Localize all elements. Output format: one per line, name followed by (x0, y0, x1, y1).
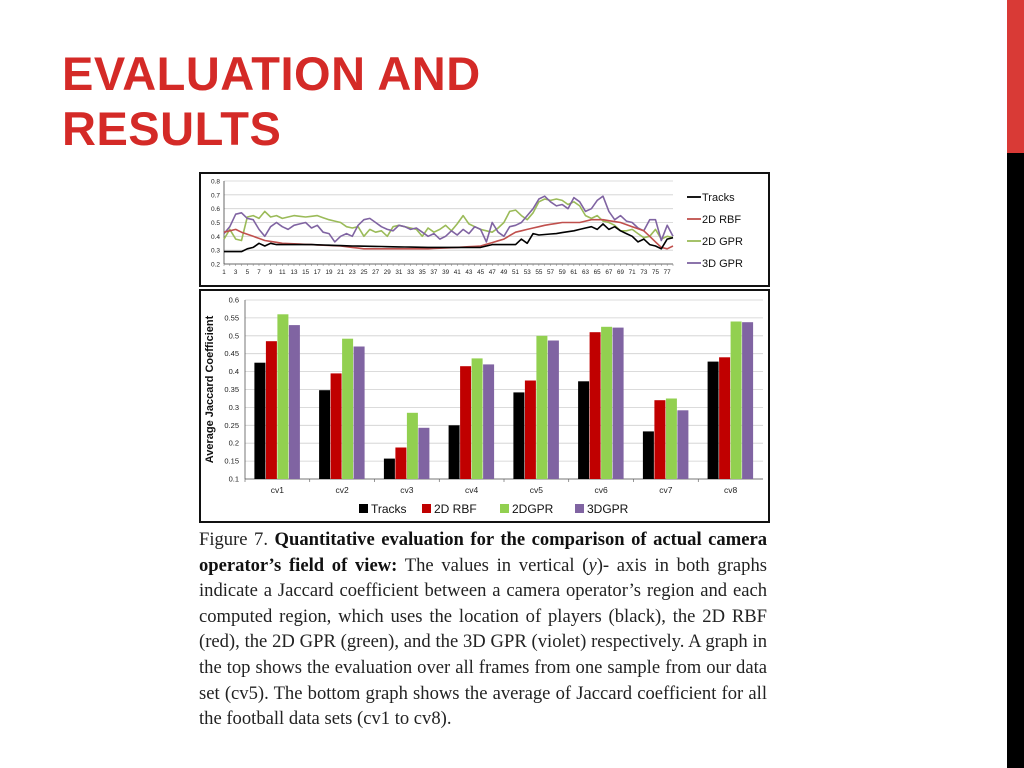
caption-text-after-y: )- axis in both graphs indicate a Jaccard coefficient between a camera operator’s region and each computed region, which uses the location of players (black), the 2D RBF (red), the 2D GPR (green), and the 3D GPR (violet) respectively. A graph in the top shows the evaluation over all frames from one sample from our data set (cv5). The bottom graph shows the average of Jaccard coefficient for all the football data sets (cv1 to cv8). (199, 554, 767, 730)
bar-chart-category-label: cv5 (529, 485, 543, 495)
bar-chart-category-label: cv3 (400, 485, 414, 495)
bar-cv5-tracks (513, 392, 524, 479)
bar-cv6-2d-rbf (590, 332, 601, 479)
bar-chart-category-label: cv7 (659, 485, 673, 495)
bar-cv2-2dgpr (342, 339, 353, 479)
bar-cv7-tracks (643, 431, 654, 479)
bar-cv7-2dgpr (666, 399, 677, 480)
caption-bold-title: Quantitative evaluation for the comparison of actual camera operator’s field of view: (199, 529, 767, 576)
bar-chart-y-tick: 0.6 (228, 295, 239, 305)
line-chart-x-tick-label: 43 (465, 269, 473, 276)
bar-cv8-2dgpr (731, 322, 742, 480)
line-chart-x-tick-label: 5 (245, 269, 250, 276)
line-chart-x-tick-label: 19 (325, 269, 333, 276)
line-chart-x-tick-label: 71 (628, 269, 636, 276)
bar-legend-swatch-0 (359, 504, 368, 513)
line-chart-x-tick-label: 15 (302, 269, 310, 276)
line-chart-y-tick: 0.7 (210, 192, 220, 200)
bar-legend-swatch-1 (422, 504, 431, 513)
line-chart-x-tick-label: 41 (453, 269, 461, 276)
line-chart-x-tick-label: 51 (512, 269, 520, 276)
bar-chart-y-tick: 0.35 (224, 385, 239, 394)
bar-chart-category-label: cv6 (594, 485, 608, 495)
bar-cv1-3dgpr (289, 325, 300, 479)
slide-title (62, 46, 481, 156)
bar-cv5-2dgpr (536, 336, 547, 479)
line-chart-y-tick: 0.6 (210, 206, 220, 214)
line-chart-x-tick-label: 13 (290, 269, 298, 276)
bar-cv3-2d-rbf (395, 448, 406, 480)
line-chart-x-tick-label: 63 (582, 269, 590, 276)
bar-cv7-3dgpr (677, 410, 688, 479)
line-chart-y-tick: 0.4 (210, 233, 220, 241)
line-legend-label-1: 2D RBF (702, 214, 742, 226)
line-chart-x-tick-label: 53 (523, 269, 531, 276)
line-chart-x-tick-label: 59 (558, 269, 566, 276)
bar-cv3-3dgpr (418, 428, 429, 479)
line-chart-x-tick-label: 9 (268, 269, 273, 276)
bar-chart-category-label: cv8 (724, 485, 738, 495)
bar-cv2-3dgpr (354, 347, 365, 480)
line-series-3d-gpr (224, 196, 673, 242)
line-chart-x-tick-label: 65 (593, 269, 601, 276)
bar-chart-y-tick: 0.5 (228, 331, 239, 341)
bar-cv6-2dgpr (601, 327, 612, 479)
bar-chart-y-tick: 0.25 (224, 420, 239, 430)
bar-chart-y-tick: 0.3 (228, 402, 239, 412)
bar-cv6-tracks (578, 381, 589, 479)
line-chart (201, 174, 768, 285)
bar-cv8-3dgpr (742, 322, 753, 479)
bar-cv6-3dgpr (613, 328, 624, 479)
line-chart-y-tick: 0.5 (210, 220, 220, 227)
line-chart-x-tick-label: 47 (488, 269, 496, 276)
line-chart-x-tick-label: 37 (430, 269, 438, 276)
bar-legend-label-0: Tracks (371, 502, 407, 516)
line-chart-y-tick: 0.2 (210, 261, 220, 269)
bar-cv3-tracks (384, 459, 395, 479)
bar-cv2-tracks (319, 390, 330, 479)
bar-cv8-2d-rbf (719, 357, 730, 479)
bar-chart-y-tick: 0.45 (224, 349, 239, 359)
line-legend-label-2: 2D GPR (702, 236, 743, 248)
bar-chart-y-tick: 0.55 (224, 313, 239, 323)
bar-chart (201, 291, 768, 521)
line-chart-x-tick-label: 67 (605, 269, 613, 276)
line-chart-x-tick-label: 69 (617, 269, 625, 276)
line-chart-x-tick-label: 77 (663, 269, 671, 276)
bar-cv2-2d-rbf (331, 373, 342, 479)
line-chart-x-tick-label: 3 (233, 269, 238, 276)
line-chart-x-tick-label: 21 (337, 269, 345, 276)
line-chart-x-tick-label: 33 (407, 269, 415, 276)
bar-cv5-2d-rbf (525, 381, 536, 480)
bar-chart-category-label: cv4 (465, 485, 479, 495)
bar-legend-label-3: 3DGPR (587, 502, 629, 516)
bar-chart-panel (199, 289, 770, 523)
line-chart-x-tick-label: 29 (383, 269, 391, 276)
line-chart-x-tick-label: 23 (348, 269, 356, 276)
line-chart-x-tick-label: 49 (500, 269, 508, 276)
slide-title-line-1: EVALUATION AND (62, 47, 481, 100)
caption-y-symbol: y (588, 554, 597, 576)
bar-chart-y-tick: 0.2 (228, 438, 239, 448)
bar-cv7-2d-rbf (654, 400, 665, 479)
bar-chart-y-tick: 0.4 (228, 367, 239, 377)
bar-chart-category-label: cv2 (335, 485, 349, 495)
caption-figure-label: Figure 7. (199, 529, 269, 550)
line-chart-x-tick-label: 1 (222, 269, 226, 276)
slide-title-line-2: RESULTS (62, 102, 282, 155)
accent-bar-black (1007, 153, 1024, 768)
bar-legend-swatch-3 (575, 504, 584, 513)
line-chart-panel (199, 172, 770, 287)
bar-cv1-2dgpr (277, 314, 288, 479)
line-chart-x-tick-label: 57 (547, 269, 555, 276)
bar-chart-y-tick: 0.1 (228, 474, 239, 484)
line-chart-x-tick-label: 31 (395, 269, 403, 276)
line-chart-x-tick-label: 75 (651, 269, 660, 276)
line-chart-y-tick: 0.3 (210, 247, 220, 255)
line-legend-label-0: Tracks (702, 192, 735, 204)
line-chart-x-tick-label: 27 (372, 269, 380, 276)
bar-legend-label-1: 2D RBF (434, 502, 477, 516)
line-chart-x-tick-label: 11 (279, 269, 286, 276)
line-chart-x-tick-label: 17 (313, 269, 321, 276)
bar-cv5-3dgpr (548, 341, 559, 480)
line-chart-y-tick: 0.8 (210, 178, 220, 186)
line-legend-label-3: 3D GPR (702, 258, 743, 270)
line-chart-x-tick-label: 61 (570, 269, 578, 276)
bar-cv1-tracks (254, 363, 265, 479)
bar-cv4-2dgpr (472, 358, 483, 479)
bar-cv4-2d-rbf (460, 366, 471, 479)
bar-legend-label-2: 2DGPR (512, 502, 554, 516)
figure-caption (199, 527, 767, 732)
bar-cv1-2d-rbf (266, 341, 277, 479)
line-chart-x-tick-label: 35 (418, 269, 426, 276)
bar-cv4-tracks (449, 425, 460, 479)
line-chart-x-tick-label: 25 (360, 269, 368, 276)
accent-bar-red (1007, 0, 1024, 153)
bar-cv3-2dgpr (407, 413, 418, 479)
bar-cv8-tracks (708, 362, 719, 479)
line-chart-x-tick-label: 73 (640, 269, 648, 276)
line-chart-x-tick-label: 45 (477, 269, 485, 276)
bar-legend-swatch-2 (500, 504, 509, 513)
line-chart-x-tick-label: 39 (442, 269, 450, 276)
bar-chart-y-label: Average Jaccard Coefficient (204, 315, 216, 464)
line-chart-x-tick-label: 55 (535, 269, 543, 276)
bar-cv4-3dgpr (483, 364, 494, 479)
line-chart-x-tick-label: 7 (257, 269, 261, 276)
caption-text-before-y: The values in vertical ( (404, 554, 589, 576)
bar-chart-y-tick: 0.15 (224, 456, 239, 466)
bar-chart-category-label: cv1 (270, 485, 284, 495)
